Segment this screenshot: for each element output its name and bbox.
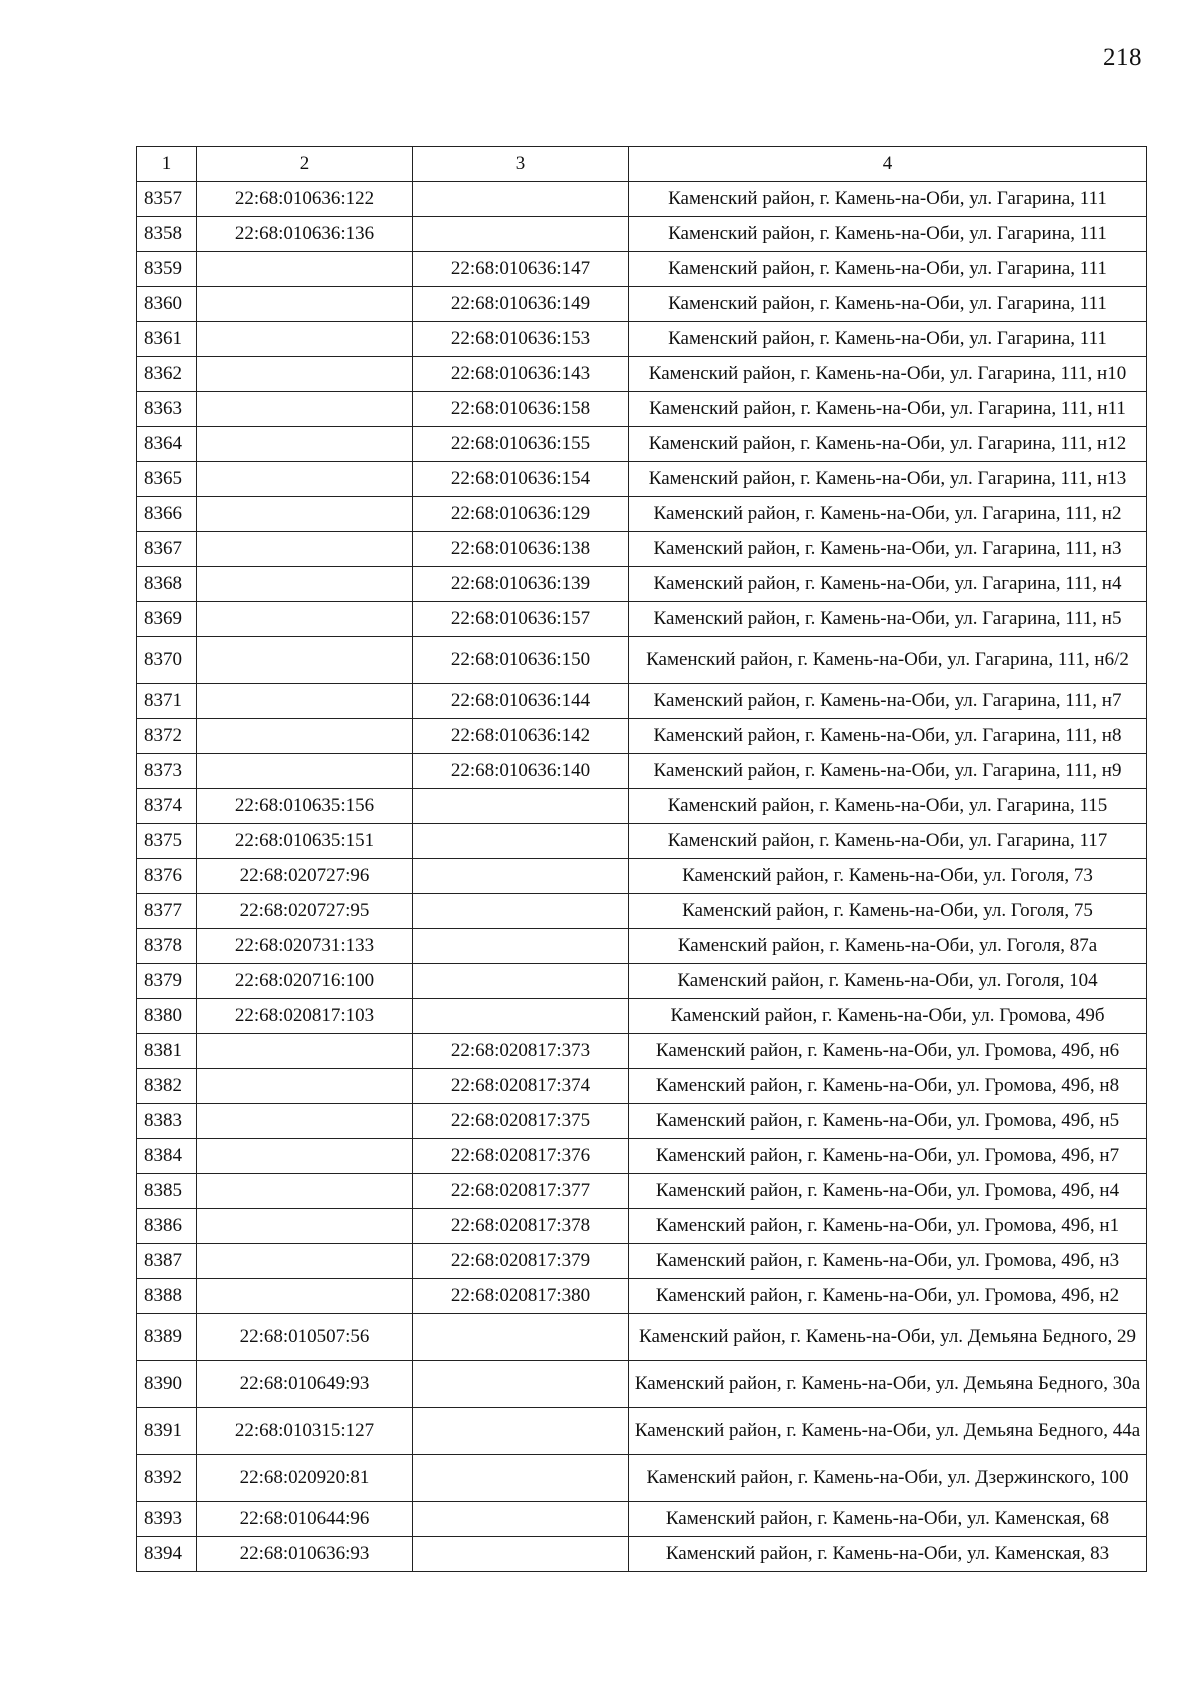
premises-cadastral-number-cell [413,217,629,252]
cadastral-number-cell [197,322,413,357]
table-row [137,999,1147,1034]
table-row [137,357,1147,392]
premises-cadastral-number-cell [413,999,629,1034]
address-cell: Каменский район, г. Камень-на-Оби, ул. Громова, 49б, н6 [629,1034,1147,1069]
row-number-cell: 8387 [137,1244,197,1279]
premises-cadastral-number-cell [413,824,629,859]
cadastral-number-cell: 22:68:020727:96 [197,859,413,894]
cadastral-number-cell: 22:68:020727:95 [197,894,413,929]
cadastral-number-cell [197,357,413,392]
premises-cadastral-number-cell: 22:68:010636:143 [413,357,629,392]
cadastral-number-cell [197,1244,413,1279]
cadastral-number-cell [197,567,413,602]
table-row [137,1174,1147,1209]
table-row [137,602,1147,637]
table-row [137,182,1147,217]
premises-cadastral-number-cell: 22:68:020817:373 [413,1034,629,1069]
row-number-cell: 8373 [137,754,197,789]
cadastral-number-cell: 22:68:010315:127 [197,1408,413,1455]
table-row [137,1408,1147,1455]
row-number-cell: 8394 [137,1537,197,1572]
table-row [137,1537,1147,1572]
row-number-cell: 8368 [137,567,197,602]
premises-cadastral-number-cell: 22:68:010636:138 [413,532,629,567]
cadastral-number-cell: 22:68:020716:100 [197,964,413,999]
cadastral-number-cell: 22:68:010636:136 [197,217,413,252]
table-row [137,929,1147,964]
cadastral-number-cell: 22:68:020817:103 [197,999,413,1034]
premises-cadastral-number-cell: 22:68:010636:144 [413,684,629,719]
row-number-cell: 8390 [137,1361,197,1408]
table-row [137,217,1147,252]
row-number-cell: 8361 [137,322,197,357]
cadastral-number-cell [197,532,413,567]
address-cell: Каменский район, г. Камень-на-Оби, ул. Каменская, 68 [629,1502,1147,1537]
premises-cadastral-number-cell [413,1408,629,1455]
premises-cadastral-number-cell: 22:68:010636:155 [413,427,629,462]
cadastral-number-cell: 22:68:010636:93 [197,1537,413,1572]
address-cell: Каменский район, г. Камень-на-Оби, ул. Громова, 49б, н8 [629,1069,1147,1104]
address-cell: Каменский район, г. Камень-на-Оби, ул. Громова, 49б [629,999,1147,1034]
cadastral-number-cell [197,637,413,684]
premises-cadastral-number-cell: 22:68:020817:379 [413,1244,629,1279]
row-number-cell: 8391 [137,1408,197,1455]
column-header: 2 [197,147,413,182]
table-row [137,567,1147,602]
address-cell: Каменский район, г. Камень-на-Оби, ул. Гагарина, 111, н12 [629,427,1147,462]
premises-cadastral-number-cell: 22:68:010636:149 [413,287,629,322]
premises-cadastral-number-cell [413,894,629,929]
premises-cadastral-number-cell: 22:68:020817:374 [413,1069,629,1104]
premises-cadastral-number-cell: 22:68:020817:380 [413,1279,629,1314]
cadastral-number-cell: 22:68:010635:151 [197,824,413,859]
table-row [137,754,1147,789]
cadastral-number-cell [197,1279,413,1314]
table-row [137,532,1147,567]
table-row [137,427,1147,462]
cadastral-number-cell [197,1104,413,1139]
row-number-cell: 8378 [137,929,197,964]
cadastral-number-cell [197,1034,413,1069]
table-row [137,1314,1147,1361]
premises-cadastral-number-cell: 22:68:020817:376 [413,1139,629,1174]
row-number-cell: 8363 [137,392,197,427]
page-number: 218 [1103,44,1142,71]
cadastral-number-cell: 22:68:010507:56 [197,1314,413,1361]
row-number-cell: 8357 [137,182,197,217]
premises-cadastral-number-cell: 22:68:010636:139 [413,567,629,602]
cadastral-number-cell [197,1174,413,1209]
cadastral-number-cell [197,719,413,754]
cadastral-number-cell [197,462,413,497]
address-cell: Каменский район, г. Камень-на-Оби, ул. Громова, 49б, н2 [629,1279,1147,1314]
table-row [137,1104,1147,1139]
address-cell: Каменский район, г. Камень-на-Оби, ул. Гагарина, 111, н2 [629,497,1147,532]
address-cell: Каменский район, г. Камень-на-Оби, ул. Демьяна Бедного, 29 [629,1314,1147,1361]
premises-cadastral-number-cell [413,859,629,894]
premises-cadastral-number-cell [413,182,629,217]
address-cell: Каменский район, г. Камень-на-Оби, ул. Громова, 49б, н4 [629,1174,1147,1209]
row-number-cell: 8385 [137,1174,197,1209]
address-cell: Каменский район, г. Камень-на-Оби, ул. Гагарина, 111 [629,287,1147,322]
row-number-cell: 8381 [137,1034,197,1069]
row-number-cell: 8380 [137,999,197,1034]
row-number-cell: 8376 [137,859,197,894]
address-cell: Каменский район, г. Камень-на-Оби, ул. Гагарина, 115 [629,789,1147,824]
row-number-cell: 8382 [137,1069,197,1104]
address-cell: Каменский район, г. Камень-на-Оби, ул. Гагарина, 111, н10 [629,357,1147,392]
table-row [137,684,1147,719]
cadastral-number-cell [197,684,413,719]
table-row [137,637,1147,684]
address-cell: Каменский район, г. Камень-на-Оби, ул. Демьяна Бедного, 30а [629,1361,1147,1408]
table-row [137,392,1147,427]
premises-cadastral-number-cell: 22:68:010636:158 [413,392,629,427]
cadastral-number-cell [197,427,413,462]
premises-cadastral-number-cell: 22:68:020817:375 [413,1104,629,1139]
address-cell: Каменский район, г. Камень-на-Оби, ул. Гоголя, 87а [629,929,1147,964]
row-number-cell: 8365 [137,462,197,497]
row-number-cell: 8358 [137,217,197,252]
premises-cadastral-number-cell: 22:68:010636:153 [413,322,629,357]
row-number-cell: 8374 [137,789,197,824]
premises-cadastral-number-cell [413,1314,629,1361]
row-number-cell: 8386 [137,1209,197,1244]
table-row [137,1069,1147,1104]
address-cell: Каменский район, г. Камень-на-Оби, ул. Гагарина, 117 [629,824,1147,859]
address-cell: Каменский район, г. Камень-на-Оби, ул. Гагарина, 111, н11 [629,392,1147,427]
cadastral-number-cell: 22:68:020731:133 [197,929,413,964]
address-cell: Каменский район, г. Камень-на-Оби, ул. Дзержинского, 100 [629,1455,1147,1502]
cadastral-number-cell [197,497,413,532]
row-number-cell: 8393 [137,1502,197,1537]
table-row [137,1279,1147,1314]
address-cell: Каменский район, г. Камень-на-Оби, ул. Громова, 49б, н1 [629,1209,1147,1244]
address-cell: Каменский район, г. Камень-на-Оби, ул. Гагарина, 111, н6/2 [629,637,1147,684]
column-header: 3 [413,147,629,182]
address-cell: Каменский район, г. Камень-на-Оби, ул. Гагарина, 111, н7 [629,684,1147,719]
premises-cadastral-number-cell [413,789,629,824]
cadastral-number-cell: 22:68:010649:93 [197,1361,413,1408]
address-cell: Каменский район, г. Камень-на-Оби, ул. Гагарина, 111 [629,322,1147,357]
premises-cadastral-number-cell: 22:68:020817:377 [413,1174,629,1209]
address-cell: Каменский район, г. Камень-на-Оби, ул. Гагарина, 111, н9 [629,754,1147,789]
premises-cadastral-number-cell [413,964,629,999]
table-row [137,1502,1147,1537]
row-number-cell: 8369 [137,602,197,637]
cadastral-number-cell [197,1069,413,1104]
table-row [137,1209,1147,1244]
row-number-cell: 8388 [137,1279,197,1314]
table-body [137,182,1147,1572]
cadastral-number-cell [197,392,413,427]
premises-cadastral-number-cell: 22:68:010636:140 [413,754,629,789]
address-cell: Каменский район, г. Камень-на-Оби, ул. Громова, 49б, н7 [629,1139,1147,1174]
premises-cadastral-number-cell [413,1537,629,1572]
address-cell: Каменский район, г. Камень-на-Оби, ул. Гагарина, 111, н4 [629,567,1147,602]
row-number-cell: 8367 [137,532,197,567]
premises-cadastral-number-cell: 22:68:010636:147 [413,252,629,287]
column-header: 1 [137,147,197,182]
row-number-cell: 8377 [137,894,197,929]
row-number-cell: 8362 [137,357,197,392]
row-number-cell: 8384 [137,1139,197,1174]
premises-cadastral-number-cell: 22:68:010636:157 [413,602,629,637]
premises-cadastral-number-cell [413,1361,629,1408]
address-cell: Каменский район, г. Камень-на-Оби, ул. Гоголя, 73 [629,859,1147,894]
table-row [137,1034,1147,1069]
table-row [137,497,1147,532]
table-row [137,1244,1147,1279]
premises-cadastral-number-cell: 22:68:010636:142 [413,719,629,754]
registry-table [136,146,1147,1572]
address-cell: Каменский район, г. Камень-на-Оби, ул. Гагарина, 111, н5 [629,602,1147,637]
row-number-cell: 8372 [137,719,197,754]
cadastral-number-cell [197,287,413,322]
table-row [137,824,1147,859]
address-cell: Каменский район, г. Камень-на-Оби, ул. Громова, 49б, н5 [629,1104,1147,1139]
table-row [137,789,1147,824]
row-number-cell: 8389 [137,1314,197,1361]
address-cell: Каменский район, г. Камень-на-Оби, ул. Гагарина, 111, н13 [629,462,1147,497]
row-number-cell: 8360 [137,287,197,322]
row-number-cell: 8383 [137,1104,197,1139]
cadastral-number-cell [197,602,413,637]
row-number-cell: 8366 [137,497,197,532]
table-header-row [137,147,1147,182]
address-cell: Каменский район, г. Камень-на-Оби, ул. Громова, 49б, н3 [629,1244,1147,1279]
cadastral-number-cell [197,252,413,287]
table-row [137,322,1147,357]
address-cell: Каменский район, г. Камень-на-Оби, ул. Демьяна Бедного, 44а [629,1408,1147,1455]
address-cell: Каменский район, г. Камень-на-Оби, ул. Гагарина, 111, н8 [629,719,1147,754]
cadastral-number-cell: 22:68:020920:81 [197,1455,413,1502]
address-cell: Каменский район, г. Камень-на-Оби, ул. Каменская, 83 [629,1537,1147,1572]
table-row [137,1139,1147,1174]
row-number-cell: 8392 [137,1455,197,1502]
premises-cadastral-number-cell [413,1455,629,1502]
cadastral-number-cell: 22:68:010636:122 [197,182,413,217]
premises-cadastral-number-cell: 22:68:010636:129 [413,497,629,532]
address-cell: Каменский район, г. Камень-на-Оби, ул. Гагарина, 111 [629,217,1147,252]
address-cell: Каменский район, г. Камень-на-Оби, ул. Гоголя, 104 [629,964,1147,999]
column-header: 4 [629,147,1147,182]
premises-cadastral-number-cell: 22:68:020817:378 [413,1209,629,1244]
row-number-cell: 8375 [137,824,197,859]
row-number-cell: 8370 [137,637,197,684]
row-number-cell: 8364 [137,427,197,462]
row-number-cell: 8371 [137,684,197,719]
premises-cadastral-number-cell [413,929,629,964]
address-cell: Каменский район, г. Камень-на-Оби, ул. Гагарина, 111 [629,252,1147,287]
table-row [137,287,1147,322]
table-row [137,719,1147,754]
premises-cadastral-number-cell: 22:68:010636:154 [413,462,629,497]
premises-cadastral-number-cell: 22:68:010636:150 [413,637,629,684]
table-row [137,462,1147,497]
table-row [137,859,1147,894]
cadastral-number-cell [197,1209,413,1244]
address-cell: Каменский район, г. Камень-на-Оби, ул. Гагарина, 111 [629,182,1147,217]
table-row [137,964,1147,999]
table-row [137,1455,1147,1502]
premises-cadastral-number-cell [413,1502,629,1537]
table-row [137,1361,1147,1408]
cadastral-number-cell [197,1139,413,1174]
table-row [137,894,1147,929]
address-cell: Каменский район, г. Камень-на-Оби, ул. Гагарина, 111, н3 [629,532,1147,567]
row-number-cell: 8379 [137,964,197,999]
cadastral-number-cell: 22:68:010635:156 [197,789,413,824]
address-cell: Каменский район, г. Камень-на-Оби, ул. Гоголя, 75 [629,894,1147,929]
table-row [137,252,1147,287]
row-number-cell: 8359 [137,252,197,287]
cadastral-number-cell [197,754,413,789]
cadastral-number-cell: 22:68:010644:96 [197,1502,413,1537]
